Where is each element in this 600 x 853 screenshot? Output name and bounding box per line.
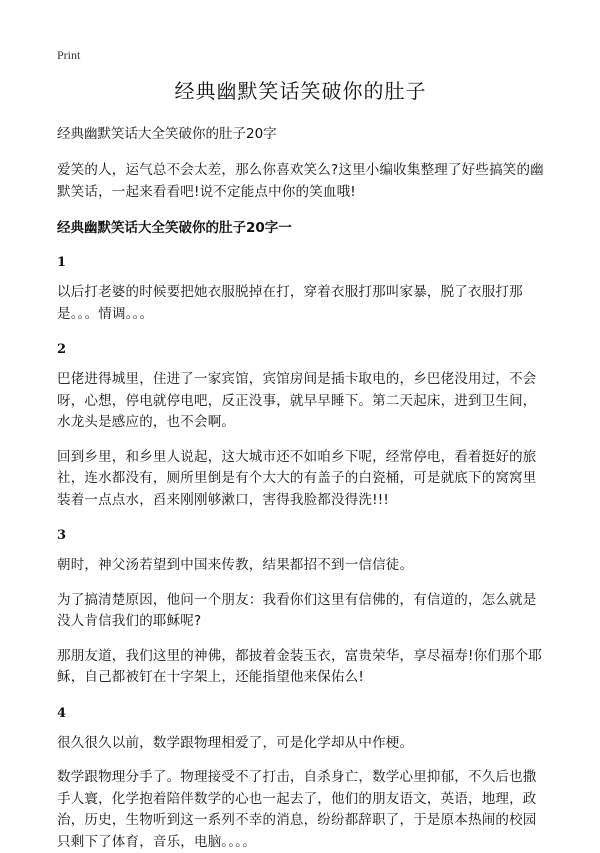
- subtitle: 经典幽默笑话大全笑破你的肚子20字: [57, 124, 544, 144]
- joke-4: [57, 705, 544, 853]
- joke-paragraph: 朝时，神父汤若望到中国来传教，结果都招不到一信信徒。: [57, 555, 544, 577]
- joke-1: [57, 254, 544, 325]
- joke-number: 3: [57, 527, 544, 545]
- joke-paragraph: 回到乡里，和乡里人说起，这大城市还不如咱乡下呢，经常停电，看着挺好的旅社，连水都没有，厕所里倒是有个大大的有盖子的白瓷桶，可是就底下的窝窝里装着一点点水，舀来刚刚够漱口，害得我脸都没得洗!!!: [57, 447, 544, 512]
- joke-paragraph: 巴佬进得城里，住进了一家宾馆，宾馆房间是插卡取电的，乡巴佬没用过，不会呀，心想，停电就停电吧，反正没事，就早早睡下。第二天起床，进到卫生间，水龙头是感应的，也不会啊。: [57, 369, 544, 434]
- joke-3: [57, 527, 544, 689]
- joke-number: 2: [57, 341, 544, 359]
- joke-number: 4: [57, 705, 544, 723]
- joke-paragraph: 为了搞清楚原因，他问一个朋友：我看你们这里有信佛的，有信道的，怎么就是没人肯信我们的耶稣呢?: [57, 590, 544, 633]
- joke-paragraph: 那朋友道，我们这里的神佛，都披着金装玉衣，富贵荣华，享尽福寿!你们那个耶稣，自己都被钉在十字架上，还能指望他来保佑么!: [57, 646, 544, 689]
- joke-paragraph: 很久很久以前，数学跟物理相爱了，可是化学却从中作梗。: [57, 733, 544, 755]
- joke-paragraph: 以后打老婆的时候要把她衣服脱掉在打，穿着衣服打那叫家暴，脱了衣服打那是。。。情调。。。: [57, 282, 544, 325]
- intro-paragraph: 爱笑的人，运气总不会太差，那么你喜欢笑么?这里小编收集整理了好些搞笑的幽默笑话，一起来看看吧!说不定能点中你的笑血哦!: [57, 160, 544, 203]
- joke-paragraph: 数学跟物理分手了。物理接受不了打击，自杀身亡，数学心里抑郁，不久后也撒手人寰，化学抱着陪伴数学的心也一起去了，他们的朋友语文，英语，地理，政治，历史，生物听到这一系列不幸的消息，纷纷都辞职了，于是原本热闹的校园只剩下了体育，音乐，电脑。。。。: [57, 767, 544, 853]
- section-heading: 经典幽默笑话大全笑破你的肚子20字一: [57, 218, 544, 238]
- joke-number: 1: [57, 254, 544, 272]
- joke-2: [57, 341, 544, 511]
- print-label[interactable]: Print: [57, 48, 80, 63]
- page-title: 经典幽默笑话笑破你的肚子: [57, 78, 544, 104]
